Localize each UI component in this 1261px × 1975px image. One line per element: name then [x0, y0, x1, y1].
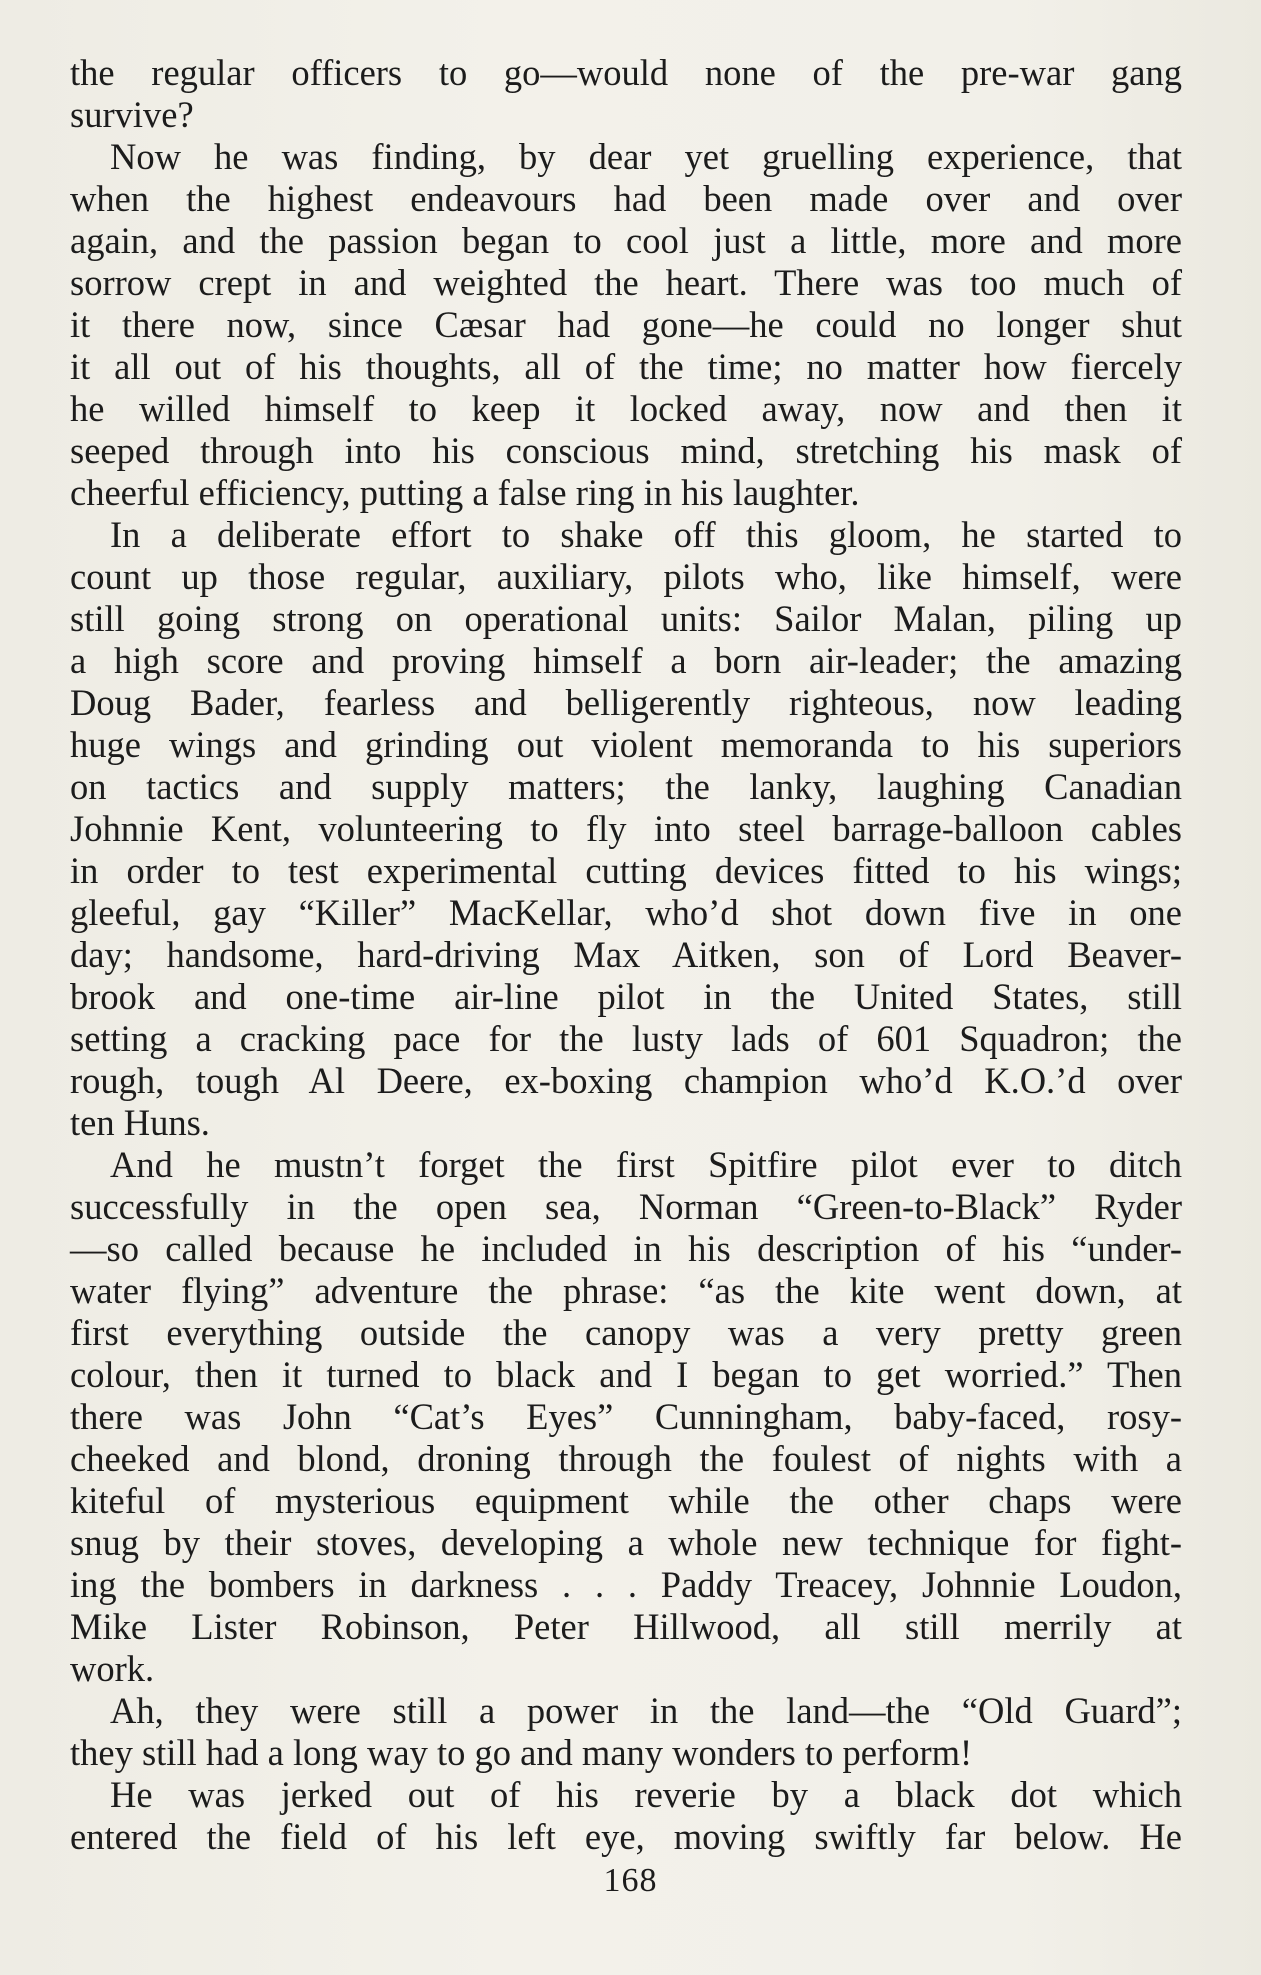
text-line: in order to test experimental cutting devices fitted to his wings;	[70, 850, 1182, 891]
page-number: 168	[603, 1862, 658, 1899]
text-line: In a deliberate effort to shake off this gloom, he started to	[110, 514, 1182, 555]
text-line: when the highest endeavours had been made over and over	[70, 178, 1182, 219]
text-line: Now he was finding, by dear yet gruelling experience, that	[110, 136, 1182, 177]
text-line: gleeful, gay “Killer” MacKellar, who’d shot down five in one	[70, 892, 1182, 933]
text-line: seeped through into his conscious mind, stretching his mask of	[70, 430, 1182, 471]
text-line: count up those regular, auxiliary, pilots who, like himself, were	[70, 556, 1182, 597]
text-line: He was jerked out of his reverie by a black dot which	[110, 1774, 1182, 1815]
text-line: survive?	[70, 94, 194, 135]
text-line: Doug Bader, fearless and belligerently righteous, now leading	[70, 682, 1182, 723]
text-line: he willed himself to keep it locked away, now and then it	[70, 388, 1182, 429]
text-line: Johnnie Kent, volunteering to fly into steel barrage-balloon cables	[70, 808, 1182, 849]
text-line: there was John “Cat’s Eyes” Cunningham, baby-faced, rosy-	[70, 1396, 1182, 1437]
text-line: setting a cracking pace for the lusty lads of 601 Squadron; the	[70, 1018, 1182, 1059]
text-line: on tactics and supply matters; the lanky, laughing Canadian	[70, 766, 1182, 807]
text-line: snug by their stoves, developing a whole new technique for fight-	[70, 1522, 1182, 1563]
text-line: —so called because he included in his description of his “under-	[70, 1228, 1182, 1269]
text-line: work.	[70, 1648, 155, 1689]
text-line: day; handsome, hard-driving Max Aitken, son of Lord Beaver-	[70, 934, 1182, 975]
text-line: cheeked and blond, droning through the foulest of nights with a	[70, 1438, 1182, 1479]
text-line: Mike Lister Robinson, Peter Hillwood, all still merrily at	[70, 1606, 1182, 1647]
text-line: ing the bombers in darkness . . . Paddy Treacey, Johnnie Loudon,	[70, 1564, 1182, 1605]
text-line: huge wings and grinding out violent memoranda to his superiors	[70, 724, 1182, 765]
text-line: And he mustn’t forget the first Spitfire pilot ever to ditch	[110, 1144, 1182, 1185]
text-line: ten Huns.	[70, 1102, 210, 1143]
text-line: first everything outside the canopy was a very pretty green	[70, 1312, 1182, 1353]
text-line: it there now, since Cæsar had gone—he could no longer shut	[70, 304, 1182, 345]
text-line: again, and the passion began to cool just a little, more and more	[70, 220, 1182, 261]
text-line: it all out of his thoughts, all of the time; no matter how fiercely	[70, 346, 1182, 387]
text-line: sorrow crept in and weighted the heart. There was too much of	[70, 262, 1182, 303]
text-line: rough, tough Al Deere, ex-boxing champion who’d K.O.’d over	[70, 1060, 1182, 1101]
text-line: entered the field of his left eye, moving swiftly far below. He	[70, 1816, 1182, 1857]
text-line: successfully in the open sea, Norman “Green-to-Black” Ryder	[70, 1186, 1182, 1227]
text-line: water flying” adventure the phrase: “as the kite went down, at	[70, 1270, 1182, 1311]
text-line: a high score and proving himself a born air-leader; the amazing	[70, 640, 1182, 681]
text-line: colour, then it turned to black and I began to get worried.” Then	[70, 1354, 1182, 1395]
text-line: the regular officers to go—would none of the pre-war gang	[70, 52, 1182, 93]
text-line: they still had a long way to go and many wonders to perform!	[70, 1732, 973, 1773]
text-line: cheerful efficiency, putting a false ring in his laughter.	[70, 472, 860, 513]
text-line: Ah, they were still a power in the land—the “Old Guard”;	[110, 1690, 1182, 1731]
body-text	[70, 52, 1182, 1858]
text-line: brook and one-time air-line pilot in the United States, still	[70, 976, 1182, 1017]
text-line: kiteful of mysterious equipment while the other chaps were	[70, 1480, 1182, 1521]
text-line: still going strong on operational units: Sailor Malan, piling up	[70, 598, 1182, 639]
